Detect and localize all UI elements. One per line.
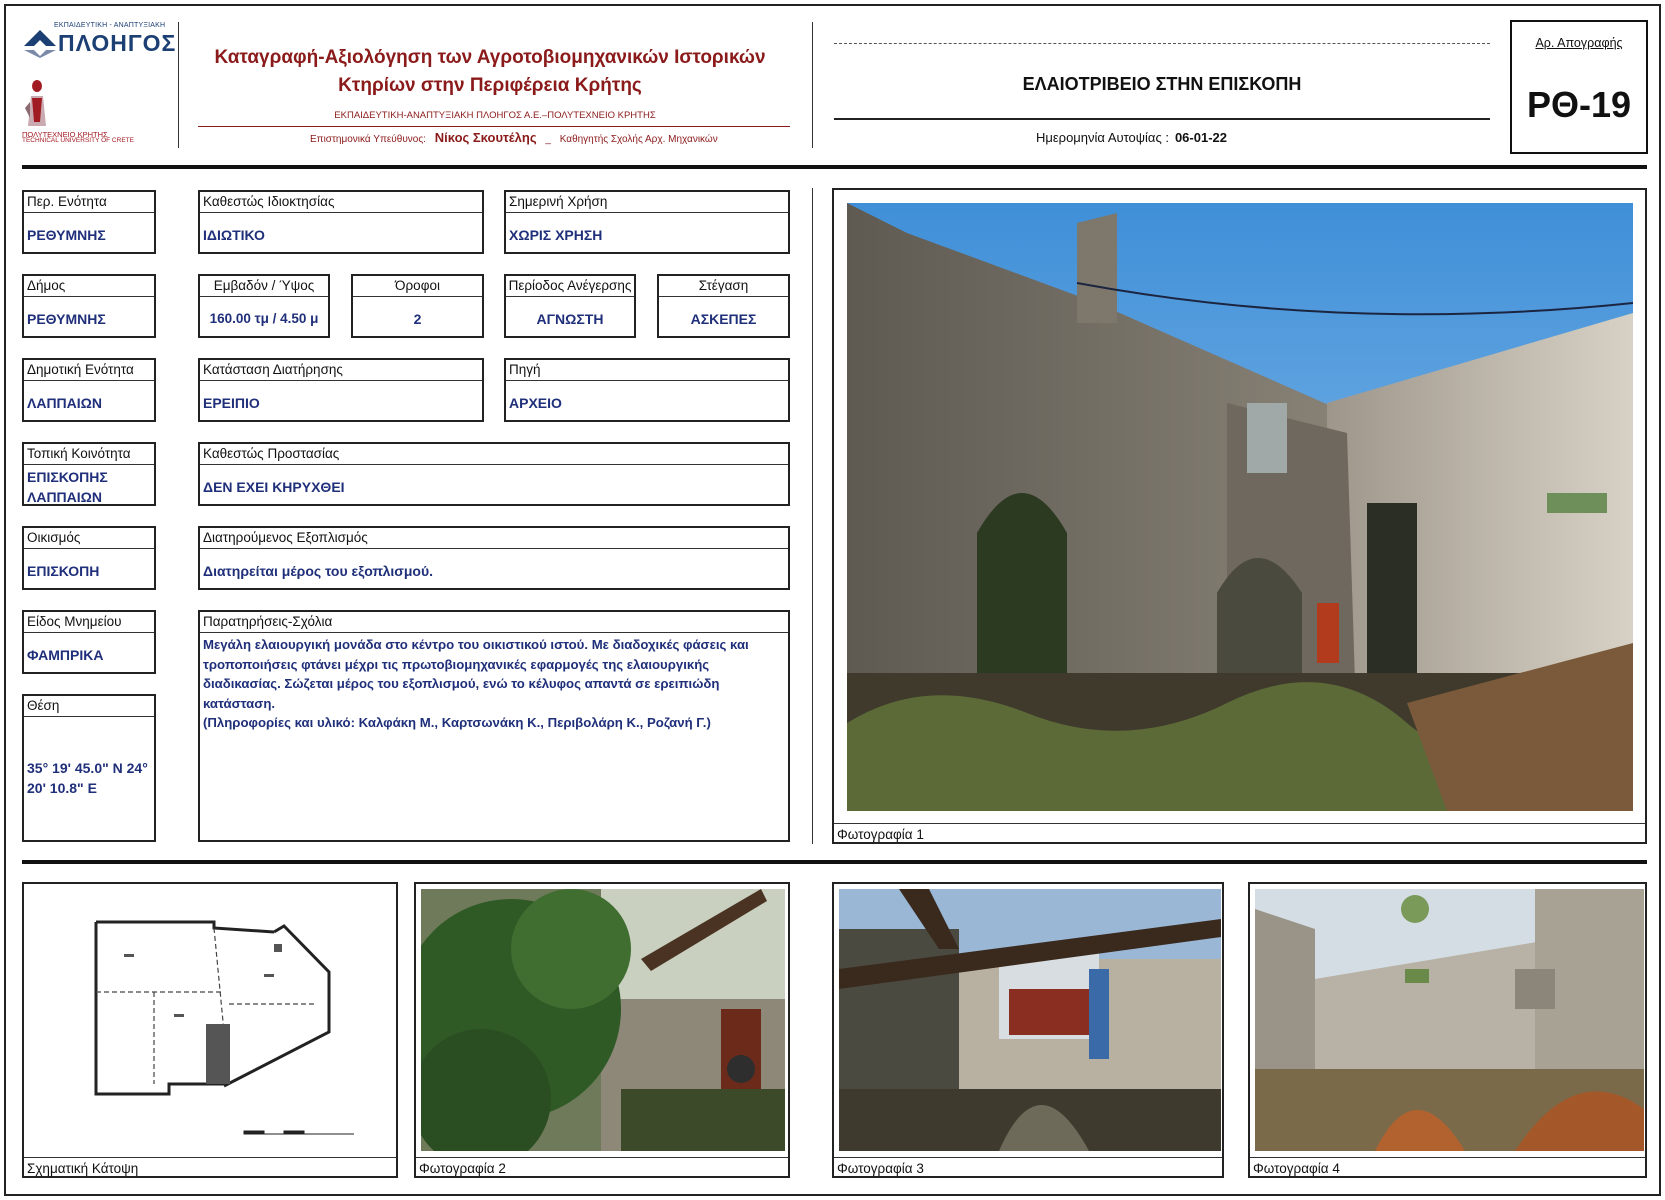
field-value: ΑΓΝΩΣΤΗ bbox=[536, 311, 604, 327]
title-underline bbox=[198, 126, 790, 127]
content-divider bbox=[812, 188, 813, 844]
field-label: Παρατηρήσεις-Σχόλια bbox=[203, 614, 333, 629]
title-rule-bottom bbox=[834, 118, 1490, 120]
field-value: ΡΕΘΥΜΝΗΣ bbox=[27, 311, 106, 327]
floor-plan-image bbox=[24, 884, 396, 1156]
notes-line2: τροποποιήσεις φτάνει μέχρι τις πρωτοβιομηχανικές εφαρμογές της ελαιουργικής bbox=[203, 656, 710, 672]
field-monument-type bbox=[22, 610, 156, 674]
field-label: Κατάσταση Διατήρησης bbox=[203, 362, 343, 377]
field-protection bbox=[198, 442, 790, 506]
field-value: ΡΕΘΥΜΝΗΣ bbox=[27, 227, 106, 243]
field-value: ΑΣΚΕΠΕΣ bbox=[690, 311, 757, 327]
tuc-english-name: TECHNICAL UNIVERSITY OF CRETE bbox=[22, 137, 134, 144]
header-divider-right bbox=[812, 22, 813, 148]
field-source bbox=[504, 358, 790, 422]
notes-line3: διαδικασίας. Σώζεται μέρος του εξοπλισμού, ενώ το κέλυφος απαντά σε ερειπιώδη bbox=[203, 676, 720, 691]
field-settlement bbox=[22, 526, 156, 590]
inventory-box bbox=[1510, 20, 1648, 154]
photo2-caption: Φωτογραφία 2 bbox=[419, 1161, 506, 1176]
field-label: Σημερινή Χρήση bbox=[509, 194, 608, 209]
field-value: ΦΑΜΠΡΙΚΑ bbox=[27, 647, 104, 663]
field-current-use bbox=[504, 190, 790, 254]
field-value: 160.00 τμ / 4.50 μ bbox=[209, 311, 319, 326]
tuc-logo bbox=[20, 78, 170, 148]
field-label: Στέγαση bbox=[698, 278, 749, 293]
photo4-frame bbox=[1248, 882, 1647, 1178]
header-divider-left bbox=[178, 22, 179, 148]
photo4-caption: Φωτογραφία 4 bbox=[1253, 1161, 1340, 1176]
field-value: ΔΕΝ ΕΧΕΙ ΚΗΡΥΧΘΕΙ bbox=[203, 479, 345, 495]
photo1-image bbox=[847, 203, 1633, 811]
notes-line1: Μεγάλη ελαιουργική μονάδα στο κέντρο του οικιστικού ιστού. Με διαδοχικές φάσεις και bbox=[203, 637, 749, 652]
plan-frame bbox=[22, 882, 398, 1178]
photo3-frame bbox=[832, 882, 1224, 1178]
field-value: ΕΠΙΣΚΟΠΗ bbox=[27, 563, 100, 579]
field-preservation bbox=[198, 358, 484, 422]
photo3-image bbox=[839, 889, 1221, 1151]
responsible-label: Επιστημονικά Υπεύθυνος: bbox=[310, 134, 426, 145]
plan-caption: Σχηματική Κάτοψη bbox=[27, 1161, 139, 1176]
responsible-name: Νίκος Σκουτέλης bbox=[434, 130, 537, 145]
photo1-caption: Φωτογραφία 1 bbox=[837, 827, 924, 842]
notes-line5: (Πληροφορίες και υλικό: Καλφάκη Μ., Καρτσωνάκη Κ., Περιβολάρη Κ., Ροζανή Γ.) bbox=[203, 715, 711, 730]
field-equipment bbox=[198, 526, 790, 590]
inventory-code: ΡΘ-19 bbox=[1526, 84, 1632, 125]
responsible-separator: _ bbox=[545, 134, 551, 145]
field-value-line1: 35° 19' 45.0" N 24° bbox=[27, 760, 148, 776]
field-area-height bbox=[198, 274, 330, 338]
field-value bbox=[27, 467, 108, 507]
photo2-frame bbox=[414, 882, 790, 1178]
responsible-role: Καθηγητής Σχολής Αρχ. Μηχανικών bbox=[559, 134, 718, 145]
field-floors bbox=[351, 274, 484, 338]
field-label: Καθεστώς Ιδιοκτησίας bbox=[203, 194, 335, 209]
field-ownership bbox=[198, 190, 484, 254]
tuc-emblem-icon bbox=[24, 78, 50, 128]
field-label: Όροφοι bbox=[395, 278, 440, 293]
field-value: ΧΩΡΙΣ ΧΡΗΣΗ bbox=[509, 227, 603, 243]
project-title-line2: Κτηρίων στην Περιφέρεια Κρήτης bbox=[338, 75, 642, 96]
field-regional-unit bbox=[22, 190, 156, 254]
building-title: ΕΛΑΙΟΤΡΙΒΕΙΟ ΣΤΗΝ ΕΠΙΣΚΟΠΗ bbox=[1022, 74, 1302, 94]
field-value: ΙΔΙΩΤΙΚΟ bbox=[203, 227, 265, 243]
field-value: ΑΡΧΕΙΟ bbox=[509, 395, 562, 411]
field-construction-period bbox=[504, 274, 636, 338]
inventory-label: Αρ. Απογραφής bbox=[1535, 36, 1623, 50]
survey-date-value: 06-01-22 bbox=[1174, 130, 1227, 145]
field-label: Θέση bbox=[27, 698, 60, 713]
field-label: Τοπική Κοινότητα bbox=[27, 446, 131, 461]
field-notes bbox=[198, 610, 790, 842]
bottom-separator bbox=[22, 860, 1647, 864]
tuc-greek-name: ΠΟΛΥΤΕΧΝΕΙΟ ΚΡΗΤΗΣ bbox=[22, 130, 108, 139]
responsible-line bbox=[210, 130, 800, 145]
field-roofing bbox=[657, 274, 790, 338]
field-label: Καθεστώς Προστασίας bbox=[203, 446, 340, 461]
field-position bbox=[22, 694, 156, 842]
field-value: ΕΡΕΙΠΙΟ bbox=[203, 395, 260, 411]
field-municipal-unit bbox=[22, 358, 156, 422]
project-title-line1: Καταγραφή-Αξιολόγηση των Αγροτοβιομηχανικών Ιστορικών bbox=[214, 47, 766, 68]
photo4-image bbox=[1255, 889, 1644, 1151]
field-value-line1: ΕΠΙΣΚΟΠΗΣ bbox=[27, 469, 108, 485]
photo3-caption: Φωτογραφία 3 bbox=[837, 1161, 924, 1176]
field-label: Είδος Μνημείου bbox=[27, 614, 122, 629]
field-value-line2: 20' 10.8" E bbox=[27, 780, 97, 796]
header-separator bbox=[22, 165, 1647, 169]
field-local-community bbox=[22, 442, 156, 506]
plogos-triangle-icon bbox=[22, 28, 58, 58]
title-rule-top bbox=[834, 43, 1490, 44]
field-label: Διατηρούμενος Εξοπλισμός bbox=[203, 530, 368, 545]
field-label: Περίοδος Ανέγερσης bbox=[508, 278, 632, 293]
field-value bbox=[27, 758, 148, 798]
project-title bbox=[190, 44, 790, 100]
field-label: Πηγή bbox=[509, 362, 541, 377]
survey-date bbox=[1036, 130, 1227, 145]
field-value-line2: ΛΑΠΠΑΙΩΝ bbox=[27, 489, 103, 505]
notes-text bbox=[203, 635, 782, 733]
plogos-subtitle: ΕΚΠΑΙΔΕΥΤΙΚΗ - ΑΝΑΠΤΥΞΙΑΚΗ bbox=[54, 22, 166, 29]
field-label: Οικισμός bbox=[27, 530, 81, 545]
photo1-frame bbox=[832, 188, 1647, 844]
plogos-name: ΠΛΟΗΓΟΣ bbox=[58, 30, 177, 56]
field-label: Εμβαδόν / Ύψος bbox=[213, 278, 315, 293]
field-municipality bbox=[22, 274, 156, 338]
field-value: Διατηρείται μέρος του εξοπλισμού. bbox=[203, 563, 433, 579]
project-subtitle: ΕΚΠΑΙΔΕΥΤΙΚΗ-ΑΝΑΠΤΥΞΙΑΚΗ ΠΛΟΗΓΟΣ Α.Ε.–ΠΟΛΥΤΕΧΝΕΙΟ ΚΡΗΤΗΣ bbox=[334, 110, 656, 121]
field-value: ΛΑΠΠΑΙΩΝ bbox=[27, 395, 103, 411]
photo2-image bbox=[421, 889, 785, 1151]
notes-line4: κατάσταση. bbox=[203, 695, 276, 711]
field-label: Δήμος bbox=[27, 278, 66, 293]
field-value: 2 bbox=[413, 311, 422, 327]
plogos-logo bbox=[22, 22, 177, 82]
field-label: Περ. Ενότητα bbox=[27, 194, 107, 209]
survey-date-label: Ημερομηνία Αυτοψίας : bbox=[1036, 130, 1169, 145]
field-label: Δημοτική Ενότητα bbox=[27, 362, 134, 377]
